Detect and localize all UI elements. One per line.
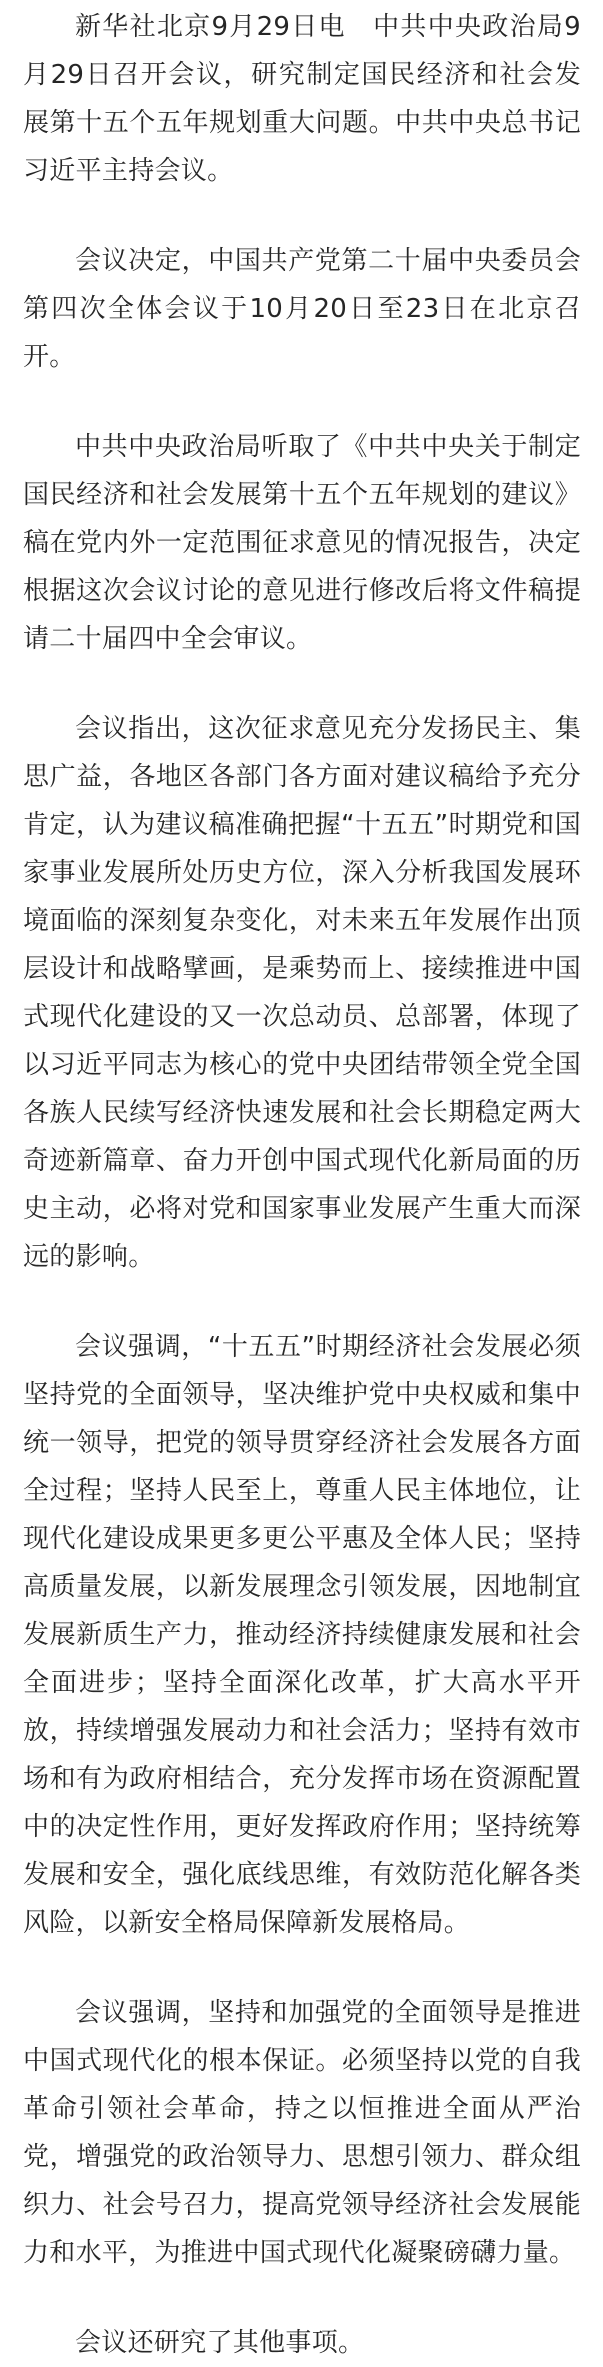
- paragraph-meeting-noted: 会议指出，这次征求意见充分发扬民主、集思广益，各地区各部门各方面对建议稿给予充分肯定，认为建议稿准确把握“十五五”时期党和国家事业发展所处历史方位，深入分析我国发展环境面临的深刻复杂变化，对未来五年发展作出顶层设计和战略擘画，是乘势而上、接续推进中国式现代化建设的又一次总动员、总部署，体现了以习近平同志为核心的党中央团结带领全党全国各族人民续写经济快速发展和社会长期稳定两大奇迹新篇章、奋力开创中国式现代化新局面的历史主动，必将对党和国家事业发展产生重大而深远的影响。: [23, 714, 581, 1272]
- paragraph-report: 中共中央政治局听取了《中共中央关于制定国民经济和社会发展第十五个五年规划的建议》稿在党内外一定范围征求意见的情况报告，决定根据这次会议讨论的意见进行修改后将文件稿提请二十届四中全会审议。: [23, 432, 581, 654]
- paragraph-plenary-date: 会议决定，中国共产党第二十届中央委员会第四次全体会议于10月20日至23日在北京召开。: [23, 246, 581, 372]
- paragraph-meeting-emphasized-leadership: 会议强调，坚持和加强党的全面领导是推进中国式现代化的根本保证。必须坚持以党的自我革命引领社会革命，持之以恒推进全面从严治党，增强党的政治领导力、思想引领力、群众组织力、社会号召力，提高党领导经济社会发展能力和水平，为推进中国式现代化凝聚磅礴力量。: [23, 1998, 581, 2268]
- paragraph-meeting-emphasized-development: 会议强调，“十五五”时期经济社会发展必须坚持党的全面领导，坚决维护党中央权威和集中统一领导，把党的领导贯穿经济社会发展各方面全过程；坚持人民至上，尊重人民主体地位，让现代化建设成果更多更公平惠及全体人民；坚持高质量发展，以新发展理念引领发展，因地制宜发展新质生产力，推动经济持续健康发展和社会全面进步；坚持全面深化改革，扩大高水平开放，持续增强发展动力和社会活力；坚持有效市场和有为政府相结合，充分发挥市场在资源配置中的决定性作用，更好发挥政府作用；坚持统筹发展和安全，强化底线思维，有效防范化解各类风险，以新安全格局保障新发展格局。: [23, 1332, 581, 1938]
- paragraph-other-matters: 会议还研究了其他事项。: [75, 2328, 365, 2358]
- paragraph-dateline: 新华社北京9月29日电 中共中央政治局9月29日召开会议，研究制定国民经济和社会发展第十五个五年规划重大问题。中共中央总书记习近平主持会议。: [23, 12, 581, 186]
